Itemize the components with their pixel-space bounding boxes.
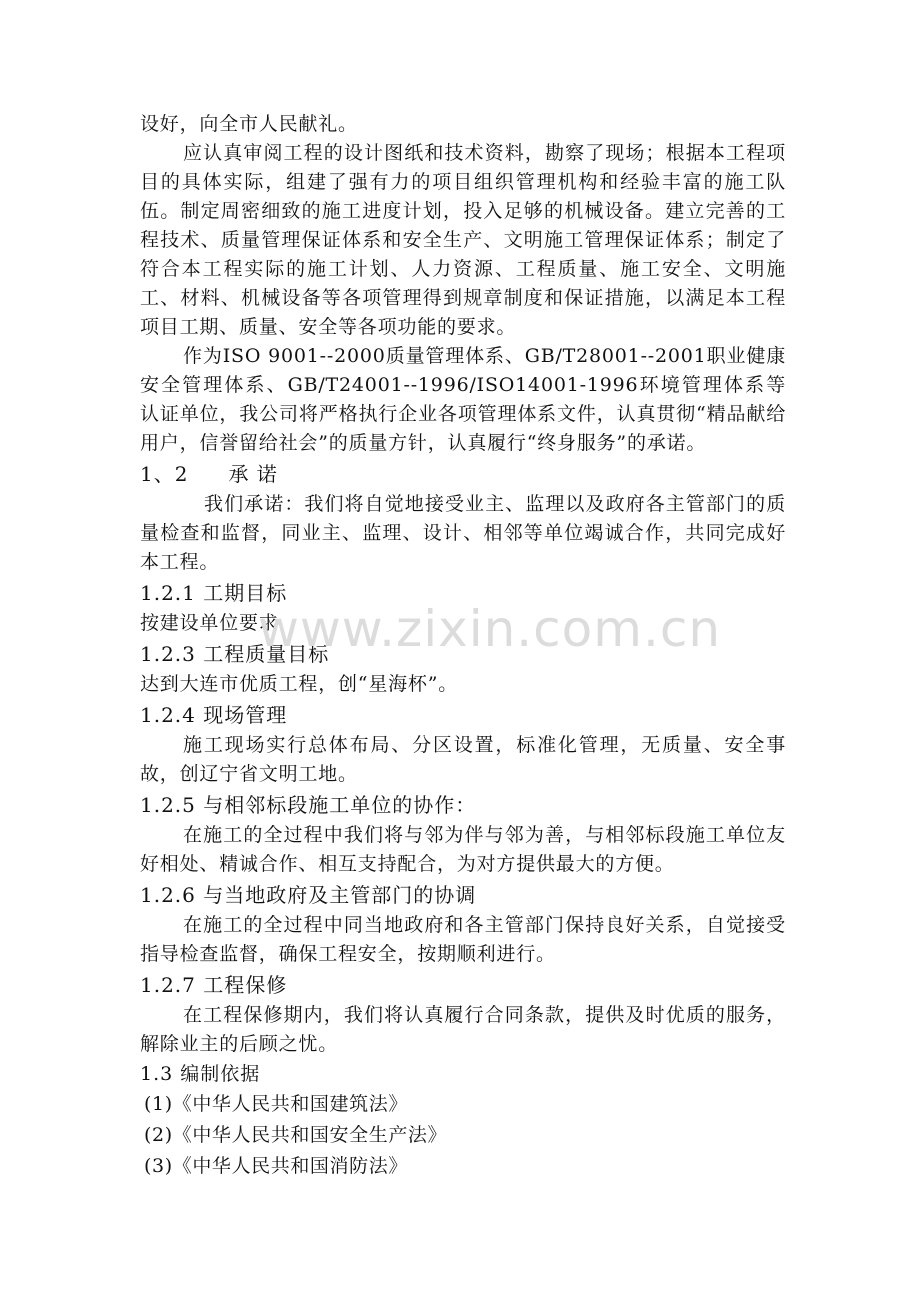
paragraph: 在工程保修期内，我们将认真履行合同条款，提供及时优质的服务，解除业主的后顾之忧。 — [140, 1004, 786, 1055]
section-heading: 1.2.1 工期目标 — [140, 581, 288, 605]
section-number: 1、2 — [140, 462, 189, 486]
paragraph: 施工现场实行总体布局、分区设置，标准化管理，无质量、安全事故，创辽宁省文明工地。 — [140, 734, 786, 785]
document-page — [140, 110, 786, 1182]
section-heading: 1.2.7 工程保修 — [140, 973, 288, 997]
paragraph: 按建设单位要求 — [140, 612, 279, 634]
paragraph: 在施工的全过程中我们将与邻为伴与邻为善，与相邻标段施工单位友好相处、精诚合作、相互支持配合，为对方提供最大的方便。 — [140, 824, 786, 875]
paragraph: 我们承诺：我们将自觉地接受业主、监理以及政府各主管部门的质量检查和监督，同业主、监理、设计、相邻等单位竭诚合作，共同完成好本工程。 — [140, 493, 786, 573]
section-heading: 1.2.3 工程质量目标 — [140, 642, 330, 666]
reference-item: (2)《中华人民共和国安全生产法》 — [144, 1124, 448, 1146]
section-heading — [140, 458, 786, 490]
watermark: www.zixin.com.cn — [258, 600, 722, 658]
section-heading: 1.2.5 与相邻标段施工单位的协作： — [140, 793, 477, 817]
section-heading: 1.2.6 与当地政府及主管部门的协调 — [140, 883, 477, 907]
paragraph: 设好，向全市人民献礼。 — [140, 113, 358, 135]
paragraph: 作为ISO 9001--2000质量管理体系、GB/T28001--2001职业健康安全管理体系、GB/T24001--1996/ISO14001-1996环境管理体系等认证单位，我公司将严格执行企业各项管理体系文件，认真贯彻“精品献给用户，信誉留给社会”的质量方针，认真履行“终身服务”的承诺。 — [140, 345, 786, 454]
section-heading: 1.2.4 现场管理 — [140, 703, 288, 727]
section-title: 承 诺 — [228, 462, 278, 486]
paragraph: 在施工的全过程中同当地政府和各主管部门保持良好关系，自觉接受指导检查监督，确保工程安全，按期顺利进行。 — [140, 914, 786, 965]
section-heading: 1.3 编制依据 — [140, 1063, 261, 1085]
reference-item: (1)《中华人民共和国建筑法》 — [144, 1093, 408, 1115]
reference-item: (3)《中华人民共和国消防法》 — [144, 1155, 408, 1177]
paragraph: 达到大连市优质工程，创“星海杯”。 — [140, 673, 459, 695]
paragraph: 应认真审阅工程的设计图纸和技术资料，勘察了现场；根据本工程项目的具体实际，组建了强有力的项目组织管理机构和经验丰富的施工队伍。制定周密细致的施工进度计划，投入足够的机械设备。建立完善的工程技术、质量管理保证体系和安全生产、文明施工管理保证体系；制定了符合本工程实际的施工计划、人力资源、工程质量、施工安全、文明施工、材料、机械设备等各项管理得到规章制度和保证措施，以满足本工程项目工期、质量、安全等各项功能的要求。 — [140, 142, 786, 338]
